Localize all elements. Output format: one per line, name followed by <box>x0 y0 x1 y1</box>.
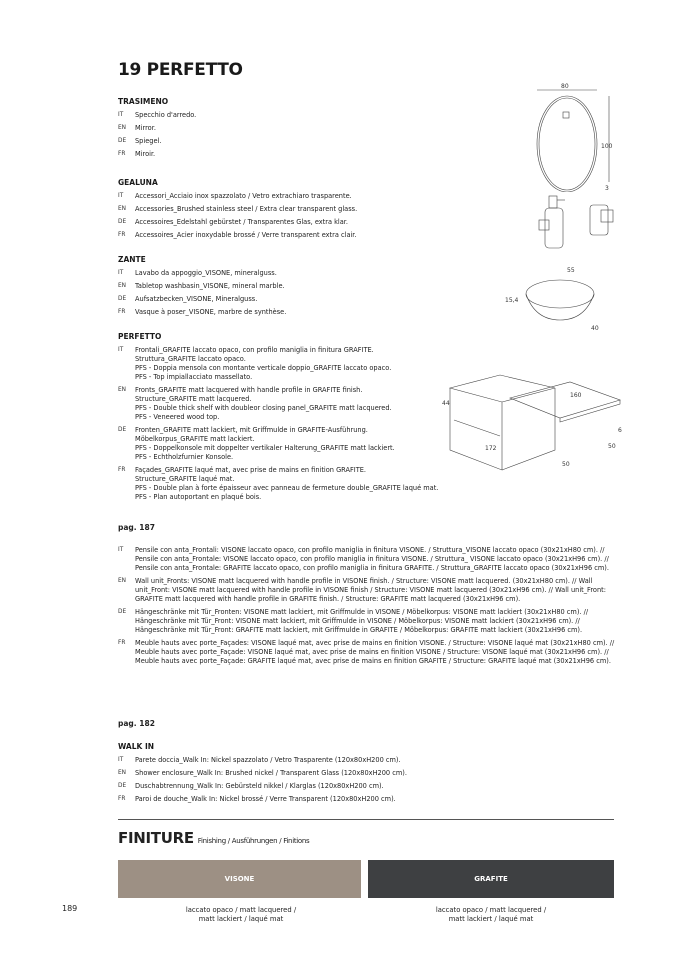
swatch-caption-grafite: laccato opaco / matt lacquered / matt lackiert / laqué mat <box>435 906 547 923</box>
wall-unit-descriptions <box>118 546 618 670</box>
svg-text:44: 44 <box>442 400 450 407</box>
swatch-caption-visone: laccato opaco / matt lacquered / matt lackiert / laqué mat <box>185 906 297 923</box>
lang-entry <box>118 269 478 278</box>
lang-entry <box>118 192 478 201</box>
lang-entry <box>118 639 618 666</box>
lang-entry <box>118 124 478 133</box>
svg-text:3: 3 <box>605 185 609 192</box>
lang-code: FR <box>118 232 126 238</box>
lang-entry <box>118 608 618 635</box>
description-line: Lavabo da appoggio_VISONE, mineralguss. <box>135 269 277 277</box>
lang-entry <box>118 150 478 159</box>
mirror-drawing <box>525 82 625 192</box>
basin-drawing <box>505 262 615 337</box>
section-heading: ZANTE <box>118 255 146 264</box>
description-line: Miroir. <box>135 150 156 158</box>
lang-entry <box>118 111 478 120</box>
lang-code: FR <box>118 467 126 473</box>
lang-entry <box>118 346 478 382</box>
section-perfetto <box>118 332 478 506</box>
svg-text:80: 80 <box>561 83 569 90</box>
lang-entry <box>118 466 478 502</box>
lang-code: EN <box>118 770 126 776</box>
section-trasimeno <box>118 97 478 163</box>
svg-text:6: 6 <box>618 427 622 434</box>
lang-entry <box>118 756 618 765</box>
description-line: Structure_GRAFITE laqué mat. <box>135 475 235 483</box>
svg-text:50: 50 <box>608 443 616 450</box>
divider <box>118 819 614 820</box>
svg-text:40: 40 <box>591 325 599 332</box>
svg-text:160: 160 <box>570 392 582 399</box>
description-line: Specchio d'arredo. <box>135 111 197 119</box>
lang-entry <box>118 386 478 422</box>
lang-code: EN <box>118 387 126 393</box>
section-zante <box>118 255 478 321</box>
description-line: PFS - Echtholzfurnier Konsole. <box>135 453 234 461</box>
page-ref-182: pag. 182 <box>118 719 155 728</box>
description-line: Accessories_Brushed stainless steel / Extra clear transparent glass. <box>135 205 358 213</box>
description-line: Fronts_GRAFITE matt lacquered with handle profile in GRAFITE finish. <box>135 386 363 394</box>
lang-entry <box>118 282 478 291</box>
walk-in-section <box>118 742 618 808</box>
lang-entry <box>118 782 618 791</box>
lang-entry <box>118 137 478 146</box>
section-heading: GEALUNA <box>118 178 158 187</box>
description-line: Fronten_GRAFITE matt lackiert, mit Griffmulde in GRAFITE-Ausführung. <box>135 426 368 434</box>
section-heading: WALK IN <box>118 742 155 751</box>
swatch-grafite: GRAFITE <box>368 860 614 898</box>
description-text: Pensile con anta_Frontali: VISONE laccato opaco, con profilo maniglia in finitura VISONE. / Struttura_VISONE laccato opaco (30x21xH80 cm). // Pensile con anta_Frontale: VISONE laccato opaco, con profilo maniglia in finitura VISONE. / Struttura_ VISONE laccato opaco (30x21xH96 cm). // Pensile con anta_Frontale: GRAFITE laccato opaco, con profilo maniglia in finitura GRAFITE. / Struttura_GRAFITE laccato opaco (30x21xH96 cm). <box>135 546 609 572</box>
lang-code: FR <box>118 796 126 802</box>
finiture-heading: FINITURE Finishing / Ausführungen / Finitions <box>118 829 310 847</box>
description-line: PFS - Plan autoportant en plaqué bois. <box>135 493 262 501</box>
lang-code: FR <box>118 640 126 646</box>
accessories-drawing <box>535 190 620 260</box>
lang-code: EN <box>118 283 126 289</box>
svg-text:100: 100 <box>601 143 613 150</box>
page-ref-187: pag. 187 <box>118 523 155 532</box>
description-line: Möbelkorpus_GRAFITE matt lackiert. <box>135 435 255 443</box>
description-line: Spiegel. <box>135 137 162 145</box>
description-line: PFS - Double plan à forte épaisseur avec panneau de fermeture double_GRAFITE laqué mat. <box>135 484 439 492</box>
description-line: Façades_GRAFITE laqué mat, avec prise de mains en finition GRAFITE. <box>135 466 367 474</box>
svg-text:55: 55 <box>567 267 575 274</box>
lang-entry <box>118 231 478 240</box>
page-title: 19 PERFETTO <box>118 60 243 80</box>
description-line: Accessori_Acciaio inox spazzolato / Vetro extrachiaro trasparente. <box>135 192 352 200</box>
lang-code: IT <box>118 757 124 763</box>
description-line: Aufsatzbecken_VISONE, Mineralguss. <box>135 295 258 303</box>
section-heading: PERFETTO <box>118 332 162 341</box>
lang-entry <box>118 205 478 214</box>
description-text: Shower enclosure_Walk In: Brushed nickel / Transparent Glass (120x80xH200 cm). <box>135 769 407 777</box>
description-line: Structure_GRAFITE matt lacquered. <box>135 395 252 403</box>
description-line: PFS - Veneered wood top. <box>135 413 220 421</box>
section-heading: TRASIMENO <box>118 97 169 106</box>
swatch-visone: VISONE <box>118 860 361 898</box>
lang-entry <box>118 769 618 778</box>
description-line: PFS - Doppelkonsole mit doppelter vertikaler Halterung_GRAFITE matt lackiert. <box>135 444 395 452</box>
lang-code: IT <box>118 112 124 118</box>
lang-entry <box>118 546 618 573</box>
lang-code: EN <box>118 578 126 584</box>
lang-code: DE <box>118 609 127 615</box>
description-line: PFS - Double thick shelf with doubleor closing panel_GRAFITE matt lacquered. <box>135 404 392 412</box>
lang-code: FR <box>118 151 126 157</box>
lang-entry <box>118 218 478 227</box>
lang-code: DE <box>118 138 127 144</box>
description-text: Paroi de douche_Walk In: Nickel brossé / Verre Transparent (120x80xH200 cm). <box>135 795 396 803</box>
lang-code: IT <box>118 270 124 276</box>
lang-code: DE <box>118 219 127 225</box>
description-line: PFS - Top impiallacciato massellato. <box>135 373 253 381</box>
lang-code: IT <box>118 193 124 199</box>
lang-code: EN <box>118 125 126 131</box>
lang-entry <box>118 577 618 604</box>
description-line: Mirror. <box>135 124 156 132</box>
lang-entry <box>118 308 478 317</box>
description-text: Parete doccia_Walk In: Nickel spazzolato / Vetro Trasparente (120x80xH200 cm). <box>135 756 401 764</box>
lang-entry <box>118 795 618 804</box>
description-line: Accessoires_Edelstahl gebürstet / Transparentes Glas, extra klar. <box>135 218 348 226</box>
lang-code: DE <box>118 783 127 789</box>
description-text: Wall unit_Fronts: VISONE matt lacquered with handle profile in VISONE finish. / Structure: VISONE matt lacquered. (30x21xH80 cm). // Wall unit_Front: VISONE matt lacquered with handle profile in VISONE finish / Structure: VISONE matt lacquered (30x21xH96 cm). // Wall unit_Front: GRAFITE matt lacquered with handle profile in GRAFITE finish. / Structure: GRAFITE matt lacquered (30x21xH96 cm). <box>135 577 606 603</box>
lang-code: IT <box>118 347 124 353</box>
section-gealuna <box>118 178 478 244</box>
lang-entry <box>118 426 478 462</box>
description-line: Vasque à poser_VISONE, marbre de synthèse. <box>135 308 287 316</box>
description-line: Frontali_GRAFITE laccato opaco, con profilo maniglia in finitura GRAFITE. <box>135 346 374 354</box>
svg-text:172: 172 <box>485 445 497 452</box>
description-text: Duschabtrennung_Walk In: Gebürsteld nikkel / Klarglas (120x80xH200 cm). <box>135 782 384 790</box>
description-line: Accessoires_Acier inoxydable brossé / Verre transparent extra clair. <box>135 231 357 239</box>
description-line: Tabletop washbasin_VISONE, mineral marble. <box>135 282 285 290</box>
svg-text:50: 50 <box>562 461 570 468</box>
lang-code: IT <box>118 547 124 553</box>
page-number: 189 <box>62 904 78 913</box>
svg-text:15,4: 15,4 <box>505 297 519 304</box>
console-drawing <box>440 370 625 475</box>
lang-entry <box>118 295 478 304</box>
description-line: PFS - Doppia mensola con montante verticale doppio_GRAFITE laccato opaco. <box>135 364 392 372</box>
lang-code: FR <box>118 309 126 315</box>
description-text: Meuble hauts avec porte_Façades: VISONE laqué mat, avec prise de mains en finition VISONE. / Structure: VISONE laqué mat (30x21xH80 cm). // Meuble hauts avec porte_Façade: VISONE laqué mat, avec prise de mains en finition VISONE / Structure: VISONE laqué mat (30x21xH96 cm). // Meuble hauts avec porte_Façade: GRAFITE laqué mat, avec prise de mains en finition GRAFITE / Structure: GRAFITE laqué mat (30x21xH96 cm). <box>135 639 615 665</box>
lang-code: EN <box>118 206 126 212</box>
description-line: Struttura_GRAFITE laccato opaco. <box>135 355 246 363</box>
lang-code: DE <box>118 296 127 302</box>
description-text: Hängeschränke mit Tür_Fronten: VISONE matt lackiert, mit Griffmulde in VISONE / Möbelkorpus: VISONE matt lackiert (30x21xH80 cm). // Hängeschränke mit Tür_Front: VISONE matt lackiert, mit Griffmulde in VISONE / Möbelkorpus: VISONE matt lackiert (30x21xH96 cm). // Hängeschränke mit Tür_Front: GRAFITE matt lackiert, mit Griffmulde in GRAFITE / Möbelkorpus: GRAFITE matt lackiert (30x21xH96 cm). <box>135 608 589 634</box>
lang-code: DE <box>118 427 127 433</box>
